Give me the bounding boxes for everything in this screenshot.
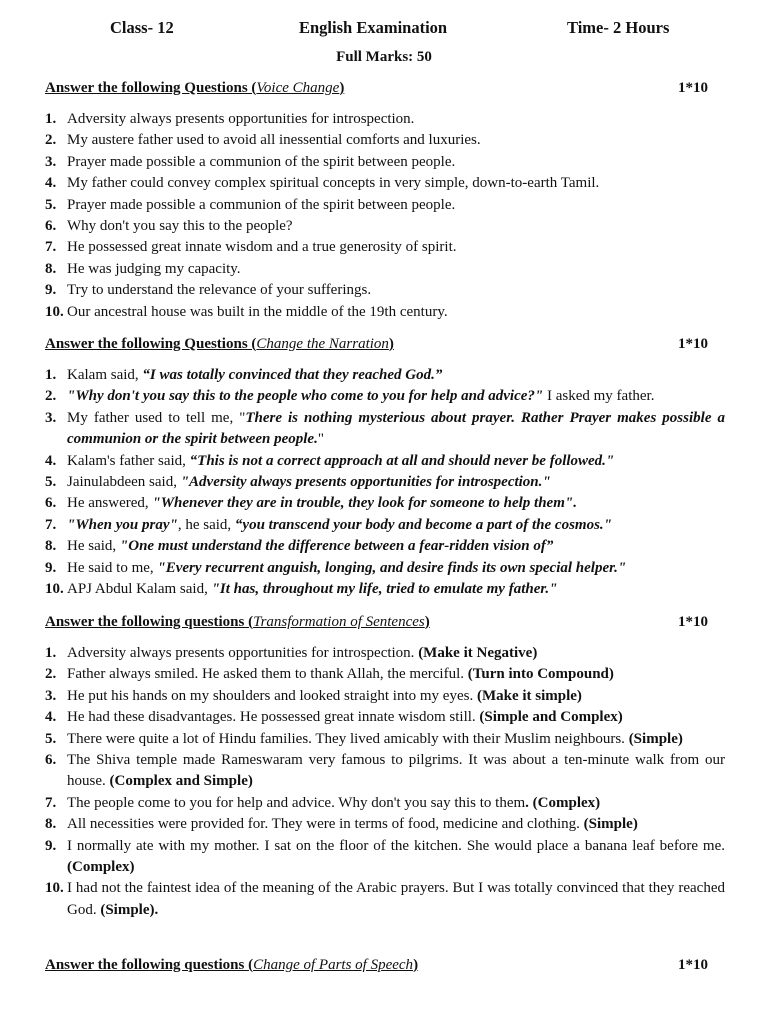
- question-number: 7.: [45, 794, 57, 811]
- question-text: There were quite a lot of Hindu families. They lived amicably with their Muslim neighbours.: [67, 730, 629, 747]
- question-number: 7.: [45, 516, 57, 533]
- question-text: The Shiva temple made Rameswaram very famous to pilgrims. It was about a ten-minute walk from our house.: [67, 752, 725, 790]
- question-item: [45, 878, 725, 921]
- quoted-speech: There is nothing mysterious about prayer. Rather Prayer makes possible a communion or the spirit between people.: [67, 409, 725, 448]
- question-instruction: (Make it Negative): [418, 645, 538, 661]
- question-list: [45, 365, 725, 600]
- question-item: [45, 216, 725, 237]
- question-text: He had these disadvantages. He possessed great innate wisdom still.: [67, 709, 480, 726]
- question-text: ": [317, 431, 324, 448]
- question-item: [45, 280, 725, 301]
- section-voice-change: [45, 78, 725, 323]
- question-item: [45, 686, 725, 707]
- section-parts-of-speech: [45, 955, 725, 976]
- question-item: [45, 558, 725, 579]
- question-text: He possessed great innate wisdom and a true generosity of spirit.: [67, 239, 457, 256]
- question-text: He answered,: [67, 495, 153, 512]
- time-label: Time- 2 Hours: [567, 18, 670, 37]
- question-item: [45, 579, 725, 600]
- quoted-speech: "Every recurrent anguish, longing, and desire finds its own special helper.": [157, 559, 627, 576]
- question-text: I had not the faintest idea of the meaning of the Arabic prayers. But I was totally convinced that they reached God.: [67, 880, 725, 918]
- question-item: [45, 472, 725, 493]
- question-instruction: (Complex): [67, 859, 135, 876]
- quoted-speech: "When you pray": [67, 516, 178, 533]
- quoted-speech: "One must understand the difference between a fear-ridden vision of”: [119, 538, 554, 555]
- question-item: [45, 707, 725, 728]
- section-narration: [45, 334, 725, 600]
- question-text: Our ancestral house was built in the middle of the 19th century.: [67, 303, 448, 320]
- question-item: [45, 451, 725, 472]
- question-instruction: (Make it simple): [476, 687, 582, 704]
- exam-title: English Examination: [299, 18, 448, 37]
- question-instruction: (Simple and Complex): [479, 709, 623, 726]
- question-number: 4.: [45, 175, 57, 192]
- question-text: Prayer made possible a communion of the spirit between people.: [67, 153, 456, 170]
- question-number: 3.: [45, 153, 57, 170]
- question-instruction: (Simple).: [100, 901, 159, 918]
- question-text: My father could convey complex spiritual concepts in very simple, down-to-earth Tamil.: [67, 175, 600, 192]
- question-instruction: (Simple): [583, 816, 638, 833]
- question-number: 1.: [45, 367, 57, 383]
- question-text: The people come to you for help and advice. Why don't you say this to them: [67, 794, 526, 811]
- question-item: [45, 536, 725, 557]
- quoted-speech: “you transcend your body and become a part of the cosmos.": [234, 516, 612, 533]
- question-text: He was judging my capacity.: [67, 260, 241, 277]
- question-number: 4.: [45, 709, 57, 726]
- quoted-speech: "Why don't you say this to the people who come to you for help and advice?": [67, 388, 544, 405]
- section-heading: Answer the following questions (Transformation of Sentences) 1*10: [45, 612, 725, 633]
- question-item: [45, 130, 725, 151]
- quoted-speech: “This is not a correct approach at all and should never be followed.": [189, 452, 615, 469]
- question-text: Prayer made possible a communion of the spirit between people.: [67, 196, 456, 213]
- question-text: APJ Abdul Kalam said,: [67, 581, 212, 598]
- question-number: 9.: [45, 837, 57, 854]
- question-list: [45, 109, 725, 323]
- question-number: 8.: [45, 816, 57, 833]
- question-number: 4.: [45, 452, 57, 469]
- class-label: Class- 12: [110, 18, 174, 37]
- question-number: 3.: [45, 409, 57, 426]
- question-instruction: (Simple): [628, 730, 683, 747]
- question-number: 10.: [45, 880, 64, 897]
- question-instruction: (Turn into Compound): [467, 666, 614, 683]
- question-text: Kalam said,: [67, 367, 143, 383]
- section-transformation: [45, 612, 725, 921]
- question-item: [45, 493, 725, 514]
- question-number: 5.: [45, 196, 57, 213]
- question-item: [45, 664, 725, 685]
- question-number: 8.: [45, 260, 57, 277]
- question-text: , he said,: [177, 516, 235, 533]
- question-item: [45, 836, 725, 879]
- question-item: [45, 386, 725, 407]
- full-marks: Full Marks: 50: [336, 49, 432, 65]
- quoted-speech: "It has, throughout my life, tried to emulate my father.": [211, 581, 558, 598]
- question-instruction: (Complex and Simple): [109, 773, 253, 790]
- question-item: [45, 302, 725, 323]
- section-marks: 1*10: [678, 336, 708, 352]
- question-number: 1.: [45, 645, 57, 661]
- question-number: 9.: [45, 282, 57, 299]
- question-number: 10.: [45, 303, 64, 320]
- quoted-speech: "Whenever they are in trouble, they look for someone to help them".: [152, 495, 577, 512]
- question-text: Kalam's father said,: [67, 452, 190, 469]
- question-item: [45, 515, 725, 536]
- question-number: 3.: [45, 687, 57, 704]
- question-text: Try to understand the relevance of your sufferings.: [67, 282, 372, 299]
- question-item: [45, 365, 725, 386]
- question-text: He said to me,: [67, 559, 158, 576]
- question-number: 1.: [45, 111, 57, 127]
- question-text: All necessities were provided for. They were in terms of food, medicine and clothing.: [67, 816, 584, 833]
- question-number: 10.: [45, 581, 64, 598]
- question-item: [45, 237, 725, 258]
- question-text: He put his hands on my shoulders and looked straight into my eyes.: [67, 687, 477, 704]
- section-heading: Answer the following questions (Change of Parts of Speech) 1*10: [45, 955, 725, 976]
- question-number: 7.: [45, 239, 57, 256]
- question-number: 6.: [45, 752, 57, 769]
- quoted-speech: "Adversity always presents opportunities for introspection.": [180, 474, 551, 491]
- question-text: My father used to tell me, ": [67, 409, 246, 426]
- section-heading: Answer the following Questions (Voice Change) 1*10: [45, 78, 725, 99]
- section-heading: Answer the following Questions (Change the Narration) 1*10: [45, 334, 725, 355]
- question-text: Adversity always presents opportunities for introspection.: [67, 111, 415, 127]
- question-number: 9.: [45, 559, 57, 576]
- question-text: Why don't you say this to the people?: [67, 218, 293, 235]
- question-item: [45, 750, 725, 793]
- question-instruction: . (Complex): [525, 794, 601, 811]
- question-text: My austere father used to avoid all inessential comforts and luxuries.: [67, 132, 481, 149]
- question-number: 2.: [45, 388, 57, 405]
- question-item: [45, 643, 725, 664]
- question-number: 5.: [45, 730, 57, 747]
- question-text: Father always smiled. He asked them to thank Allah, the merciful.: [67, 666, 468, 683]
- question-text: Jainulabdeen said,: [67, 474, 181, 491]
- question-item: [45, 109, 725, 130]
- question-item: [45, 152, 725, 173]
- question-item: [45, 793, 725, 814]
- question-number: 5.: [45, 474, 57, 491]
- question-text: He said,: [67, 538, 120, 555]
- question-number: 8.: [45, 538, 57, 555]
- quoted-speech: “I was totally convinced that they reached God.”: [142, 367, 443, 383]
- question-number: 6.: [45, 218, 57, 235]
- section-marks: 1*10: [678, 614, 708, 630]
- question-number: 2.: [45, 132, 57, 149]
- section-marks: 1*10: [678, 80, 708, 96]
- question-item: [45, 259, 725, 280]
- question-number: 6.: [45, 495, 57, 512]
- question-text: I normally ate with my mother. I sat on the floor of the kitchen. She would place a banana leaf before me.: [67, 837, 725, 854]
- question-list: [45, 643, 725, 921]
- question-item: [45, 408, 725, 451]
- question-text: Adversity always presents opportunities for introspection.: [67, 645, 419, 661]
- question-text: I asked my father.: [543, 388, 655, 405]
- question-number: 2.: [45, 666, 57, 683]
- question-item: [45, 814, 725, 835]
- question-item: [45, 195, 725, 216]
- section-marks: 1*10: [678, 957, 708, 973]
- question-item: [45, 173, 725, 194]
- question-item: [45, 729, 725, 750]
